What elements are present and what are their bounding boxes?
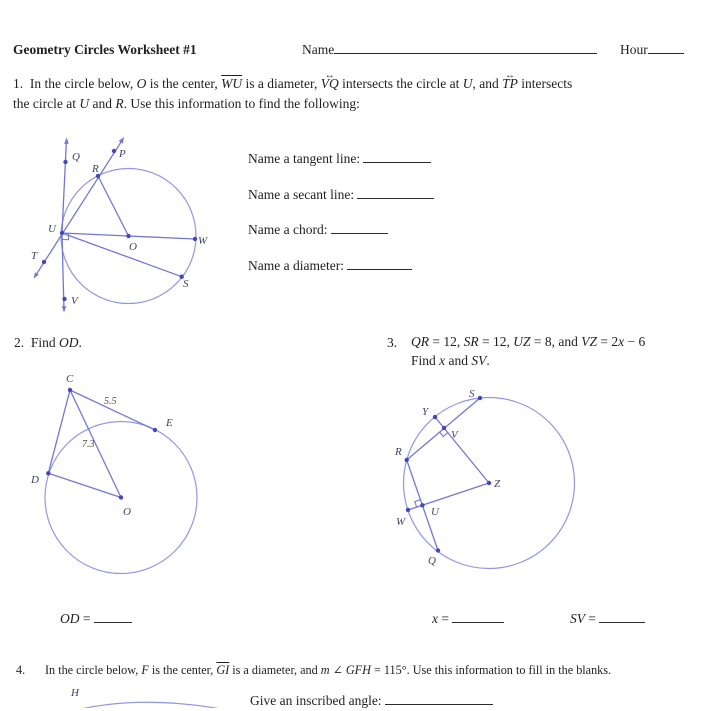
hour-blank — [648, 41, 684, 54]
circle-outline-4 — [81, 702, 227, 708]
point-dot-e — [153, 428, 157, 432]
point-dot-w — [193, 237, 197, 241]
point-label-y: Y — [422, 406, 429, 418]
question-diameter — [248, 257, 412, 274]
answer-od-label: OD = — [60, 611, 91, 626]
question-tangent — [248, 150, 431, 167]
question-secant — [248, 186, 434, 203]
question-inscribed — [250, 691, 493, 711]
question-secant-label: Name a secant line: — [248, 187, 355, 202]
tangent-line-vq — [62, 139, 67, 311]
point-dot-r3 — [405, 458, 409, 462]
problem-4-number: 4. — [16, 663, 26, 677]
problem-2-statement: 2. Find OD. — [14, 335, 82, 350]
question-chord — [248, 221, 388, 238]
question-diameter-label: Name a diameter: — [248, 258, 344, 273]
figure-circle-3 — [388, 386, 593, 581]
segment-do — [48, 473, 121, 497]
measure-co: 7.3 — [82, 439, 95, 450]
answer-x-blank — [452, 610, 504, 623]
point-label-v3: V — [451, 429, 458, 441]
point-dot-q3 — [436, 548, 440, 552]
point-label-w3: W — [396, 516, 406, 528]
segment-cd — [48, 390, 70, 473]
point-label-z: Z — [494, 478, 501, 490]
point-label-t: T — [31, 250, 38, 262]
point-dot-v3 — [442, 426, 446, 430]
question-inscribed-label: Give an inscribed angle: — [250, 693, 382, 708]
point-dot-c — [68, 388, 72, 392]
point-dot-q — [63, 160, 67, 164]
measure-ce: 5.5 — [104, 396, 117, 407]
right-angle-mark-v — [439, 432, 447, 437]
point-dot-d — [46, 471, 50, 475]
ray-arrow-t-icon — [34, 272, 39, 278]
point-dot-w3 — [406, 508, 410, 512]
ray-arrow-q-icon — [64, 138, 69, 145]
point-label-w: W — [198, 235, 208, 247]
point-dot-o2 — [119, 495, 123, 499]
ray-arrow-v-icon — [62, 306, 67, 313]
problem-1-statement: 1. In the circle below, O is the center, $\overline{WU}$ is a diameter, VQ ↔ intersects the circle at U, and TP ↔ intersects the circle at U and R. Use this information to find the following: — [13, 74, 703, 114]
point-dot-u3 — [420, 503, 424, 507]
point-label-s: S — [183, 278, 189, 290]
point-label-u: U — [48, 223, 56, 235]
chord-us — [62, 233, 182, 277]
point-label-q: Q — [72, 151, 80, 163]
answer-od-blank — [94, 610, 132, 623]
point-label-o2: O — [123, 506, 131, 518]
point-dot-t — [42, 260, 46, 264]
point-label-d: D — [31, 474, 39, 486]
segment-zw — [408, 483, 489, 510]
answer-sv — [570, 610, 645, 627]
question-chord-blank — [331, 221, 388, 234]
point-label-v: V — [71, 295, 78, 307]
name-field — [302, 40, 597, 60]
answer-od — [60, 610, 132, 627]
point-dot-z — [487, 481, 491, 485]
point-dot-u — [60, 231, 64, 235]
point-dot-o — [126, 234, 130, 238]
point-label-o: O — [129, 241, 137, 253]
ray-arrow-p-icon — [119, 137, 124, 144]
point-dot-p — [112, 149, 116, 153]
question-tangent-label: Name a tangent line: — [248, 151, 361, 166]
question-chord-label: Name a chord: — [248, 222, 328, 237]
point-label-c: C — [66, 373, 74, 385]
point-label-p: P — [119, 148, 126, 160]
point-label-e: E — [166, 417, 173, 429]
figure-circle-2 — [28, 363, 233, 583]
answer-x-label: x = — [432, 611, 449, 626]
radius-ro — [98, 176, 129, 236]
question-diameter-blank — [347, 257, 412, 270]
question-inscribed-blank — [385, 692, 493, 705]
figure-circle-4-partial — [55, 680, 265, 708]
problem-3-number: 3. — [387, 335, 398, 350]
question-secant-blank — [357, 186, 434, 199]
problem-3-statement: QR = 12, SR = 12, UZ = 8, and VZ = 2x − 6 Find x and SV. — [411, 334, 646, 368]
point-label-r3: R — [395, 446, 402, 458]
figure-circle-1 — [25, 133, 240, 318]
point-label-q3: Q — [428, 555, 436, 567]
point-label-u3: U — [431, 506, 439, 518]
point-dot-v — [62, 297, 66, 301]
name-label: Name — [302, 42, 335, 57]
question-tangent-blank — [363, 150, 431, 163]
point-label-r: R — [92, 163, 99, 175]
name-blank — [334, 41, 597, 54]
point-dot-y — [433, 415, 437, 419]
page-title: Geometry Circles Worksheet #1 — [13, 42, 197, 57]
point-dot-s3 — [478, 396, 482, 400]
answer-sv-blank — [599, 610, 645, 623]
answer-sv-label: SV = — [570, 611, 596, 626]
hour-label: Hour — [620, 42, 648, 57]
point-label-h: H — [71, 687, 79, 699]
answer-x — [432, 610, 504, 627]
point-label-s3: S — [469, 388, 475, 400]
hour-field — [620, 40, 684, 60]
problem-4-statement: In the circle below, F is the center, $\overline{GI}$ is a diameter, and m ∠ GFH = 115°. Use this information to fill in the blanks. — [45, 663, 612, 677]
